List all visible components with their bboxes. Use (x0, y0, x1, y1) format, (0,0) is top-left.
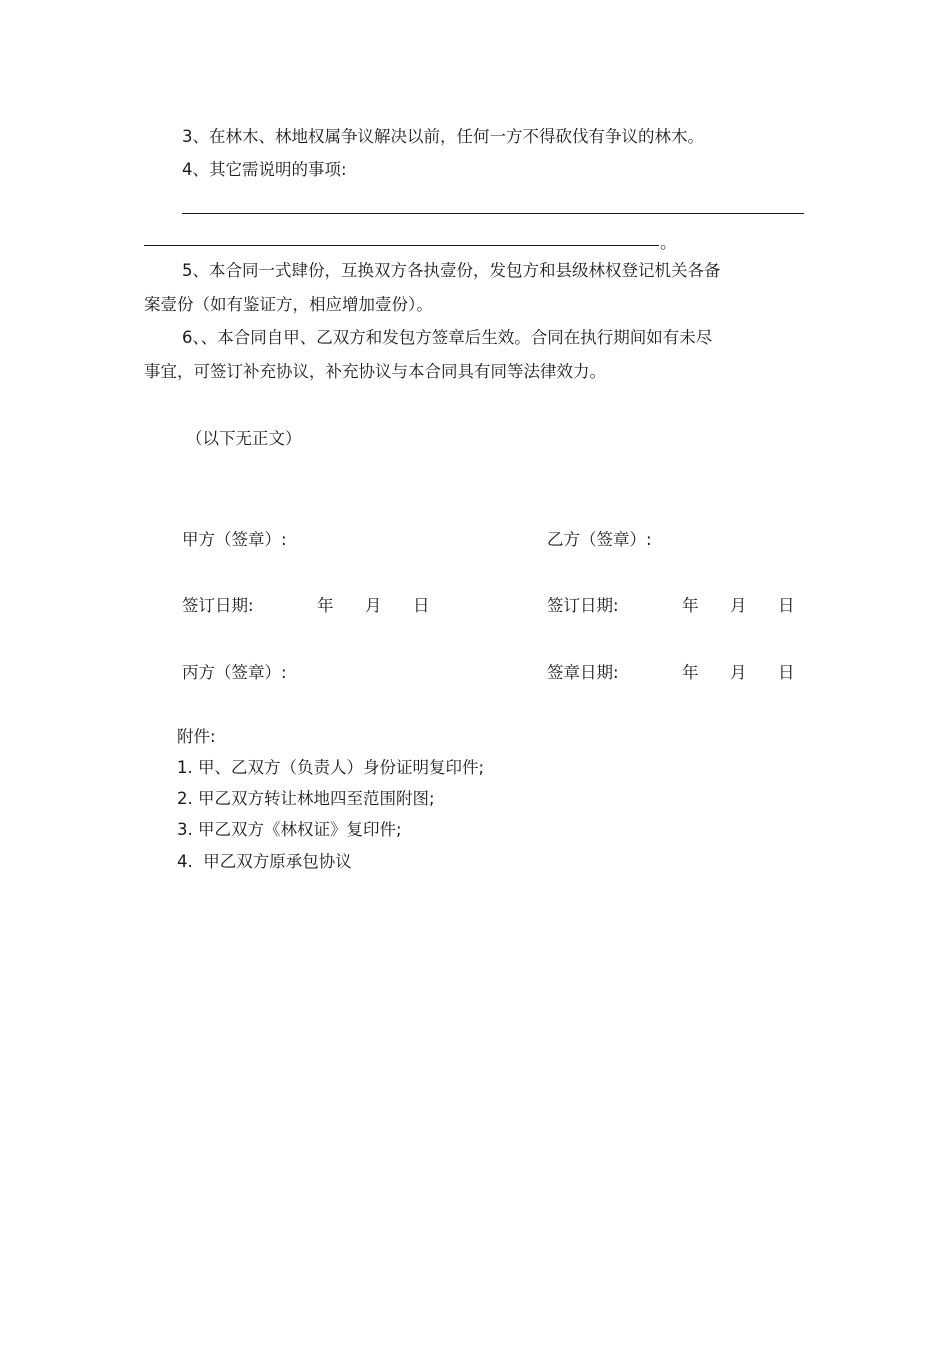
clause-5-line-1: 5、本合同一式肆份，互换双方各执壹份，发包方和县级林权登记机关各备 (182, 261, 721, 280)
party-a-signature-label: 甲方（签章）: (182, 530, 287, 549)
attachment-item: 4. 甲乙双方原承包协议 (177, 852, 352, 871)
party-b-sign-date-label: 签订日期: (547, 596, 619, 615)
seal-year-label: 年 (682, 663, 699, 682)
clause-6-line-2: 事宜，可签订补充协议，补充协议与本合同具有同等法律效力。 (144, 362, 606, 381)
clause-6-line-1: 6、、本合同自甲、乙双方和发包方签章后生效。合同在执行期间如有未尽 (182, 328, 713, 347)
no-more-text-note: （以下无正文） (186, 429, 302, 448)
attachment-item: 3. 甲乙双方《林权证》复印件; (177, 820, 402, 839)
clause-4: 4、其它需说明的事项: (182, 160, 347, 179)
party-a-sign-date-label: 签订日期: (182, 596, 254, 615)
attachment-item: 2. 甲乙双方转让林地四至范围附图; (177, 789, 435, 808)
party-b-day-label: 日 (778, 596, 795, 615)
seal-day-label: 日 (778, 663, 795, 682)
seal-date-label: 签章日期: (547, 663, 619, 682)
attachment-item: 1. 甲、乙双方（负责人）身份证明复印件; (177, 758, 485, 777)
clause-5-line-2: 案壹份（如有鉴证方，相应增加壹份）。 (144, 295, 433, 314)
party-b-signature-label: 乙方（签章）: (547, 530, 652, 549)
fill-in-line-1 (182, 213, 804, 214)
attachments-heading: 附件: (177, 727, 216, 746)
party-b-month-label: 月 (730, 596, 747, 615)
party-a-day-label: 日 (413, 596, 430, 615)
party-b-year-label: 年 (682, 596, 699, 615)
seal-month-label: 月 (730, 663, 747, 682)
party-c-signature-label: 丙方（签章）: (182, 663, 287, 682)
clause-3: 3、在林木、林地权属争议解决以前，任何一方不得砍伐有争议的林木。 (182, 127, 704, 146)
party-a-month-label: 月 (365, 596, 382, 615)
party-a-year-label: 年 (317, 596, 334, 615)
fill-in-end-mark: 。 (660, 233, 677, 252)
fill-in-line-2 (144, 245, 659, 246)
